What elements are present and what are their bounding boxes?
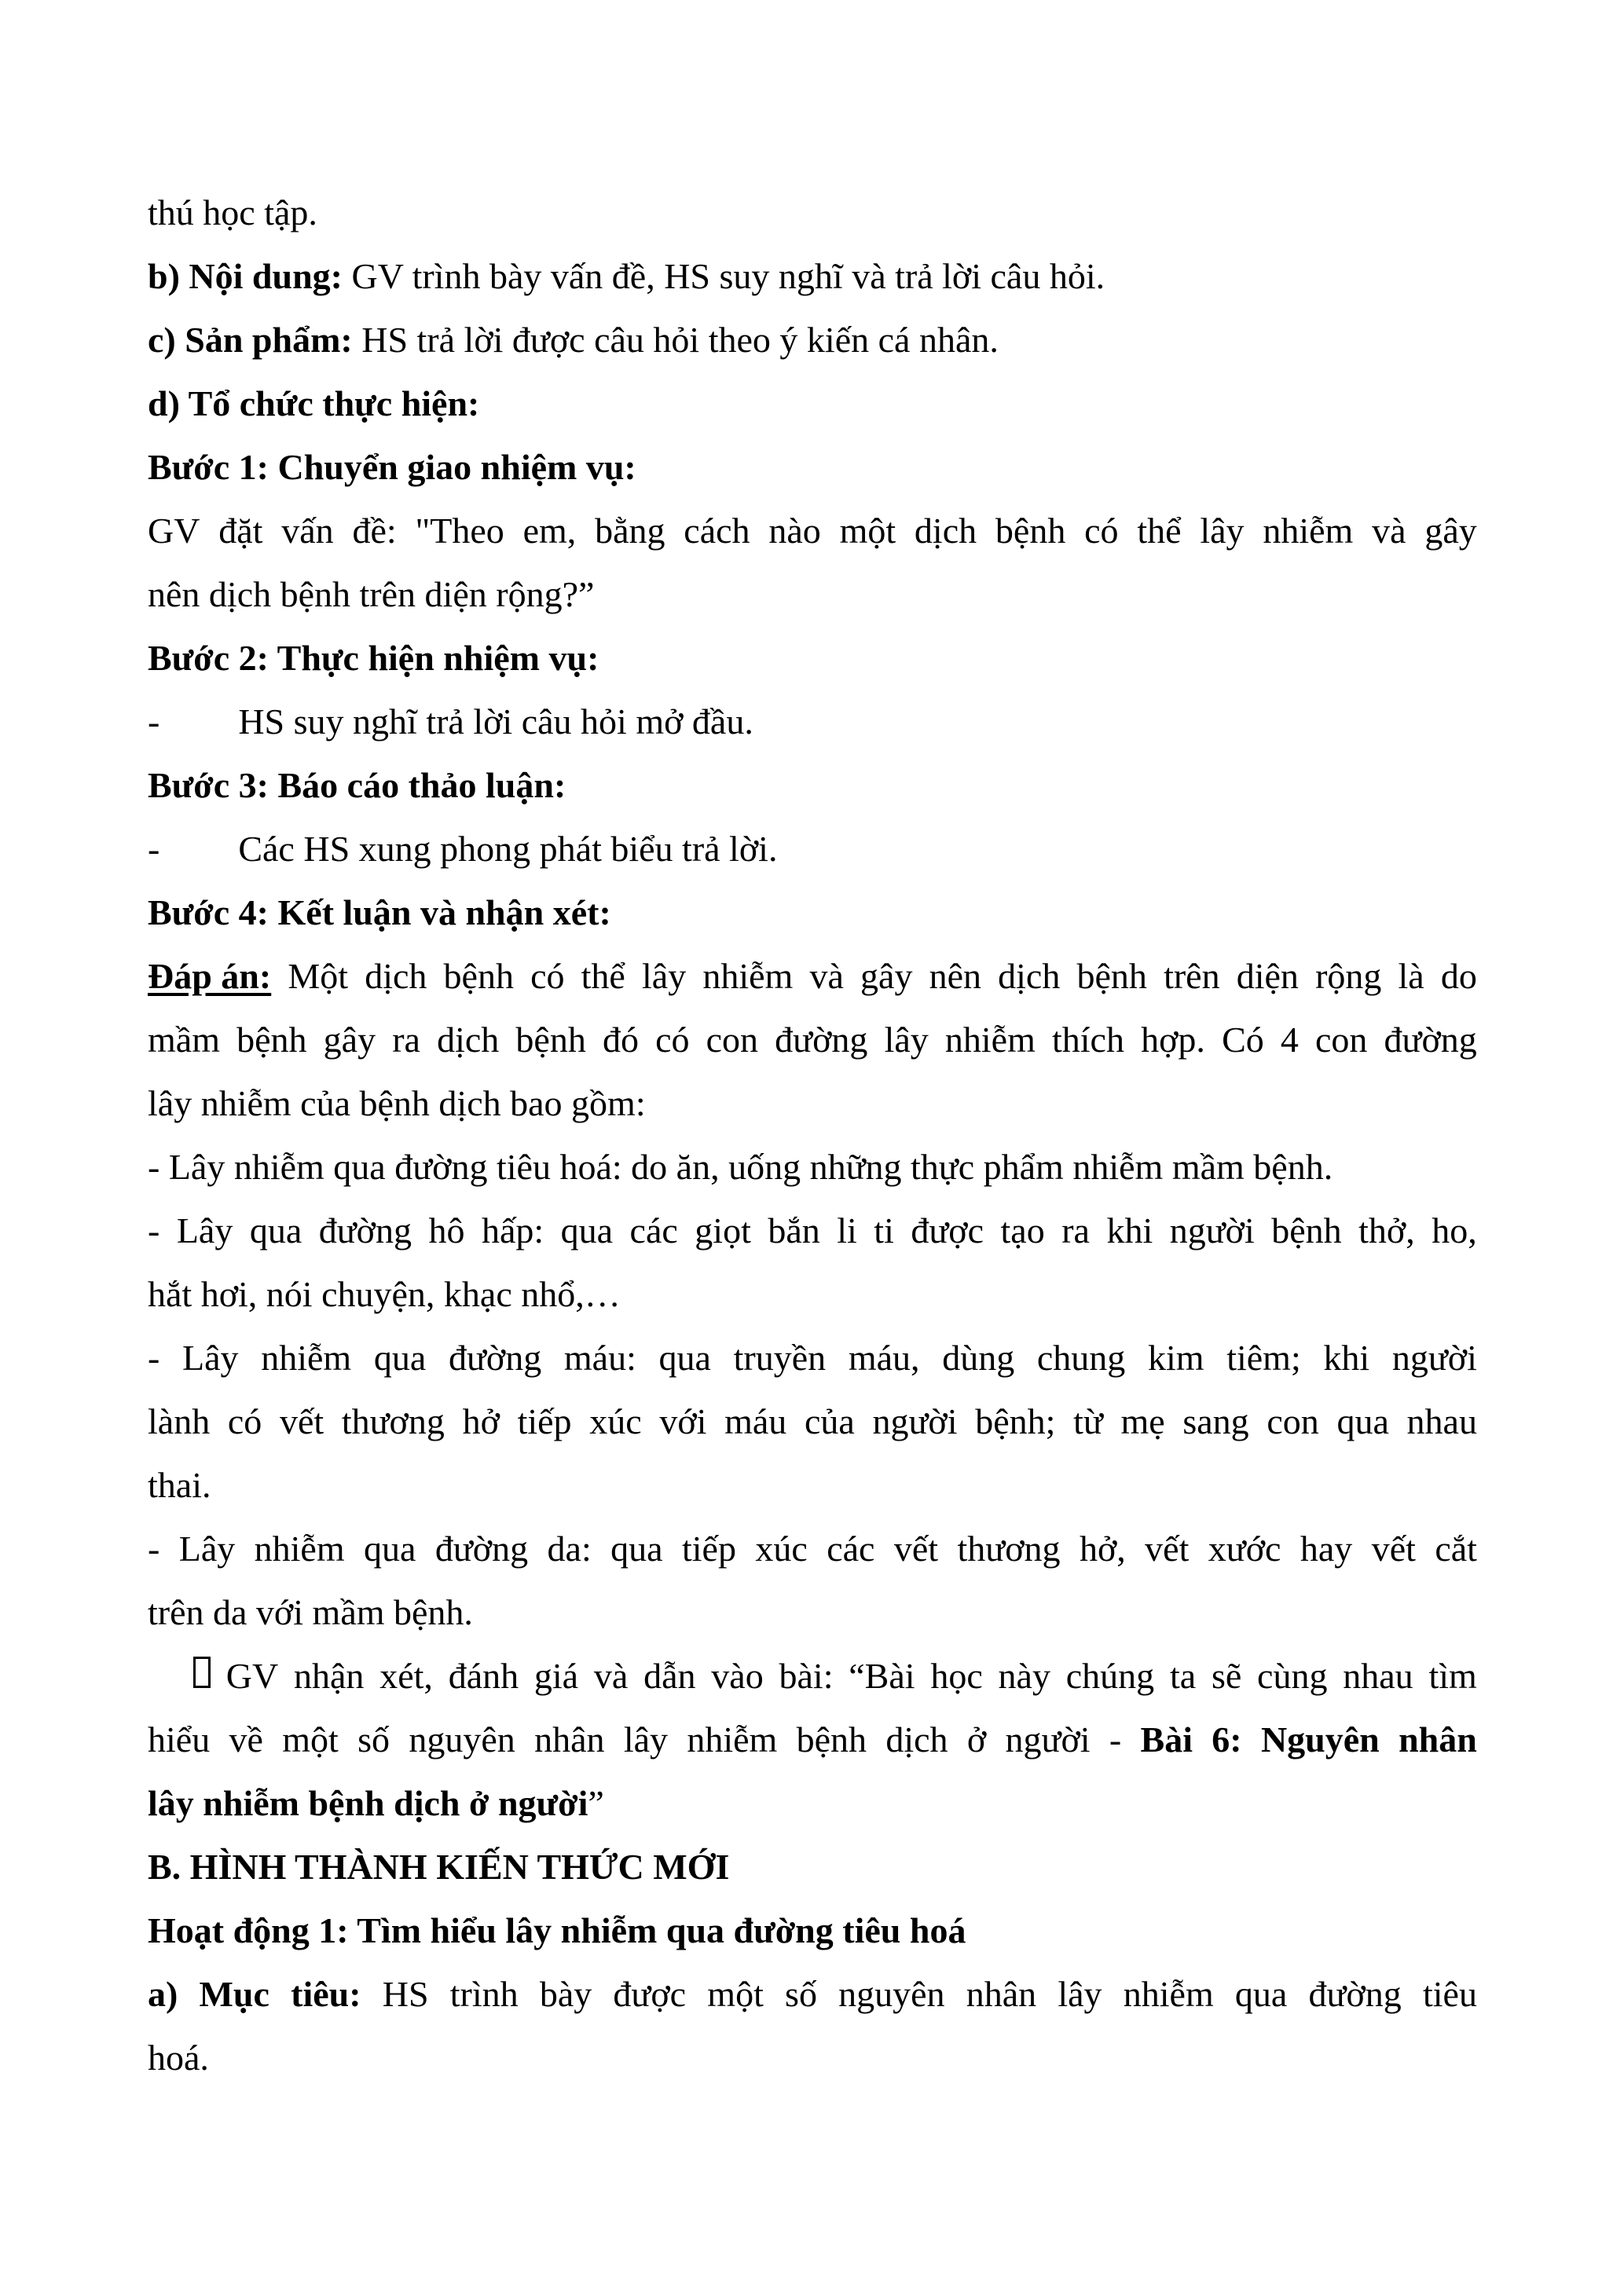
word: bệnh: [515, 1020, 586, 1060]
word: qua: [560, 1210, 614, 1251]
text-segment: Bước 2: Thực hiện nhiệm vụ:: [148, 638, 599, 678]
text-segment: - Lây nhiễm qua đường tiêu hoá: do ăn, uống những thực phẩm nhiễm mầm bệnh.: [148, 1147, 1333, 1187]
word: người: [872, 1401, 958, 1441]
word: đánh: [448, 1656, 519, 1696]
word: vấn: [281, 511, 334, 551]
word: lây: [642, 956, 687, 996]
word: tiêm;: [1226, 1338, 1301, 1378]
word: ra: [392, 1020, 420, 1060]
word: bệnh: [796, 1719, 867, 1760]
word: đường: [1384, 1020, 1477, 1060]
text-line: [148, 308, 1477, 372]
text-segment: Bước 3: Báo cáo thảo luận:: [148, 765, 566, 805]
word: dịch: [437, 1020, 500, 1060]
word: Lây: [176, 1210, 233, 1251]
word: tiêu: [1422, 1974, 1477, 2014]
word: dịch: [885, 1719, 948, 1760]
word: gây: [1424, 511, 1477, 551]
word: hô: [428, 1210, 465, 1251]
word: học: [930, 1656, 983, 1696]
word: có: [1084, 511, 1119, 551]
word: với: [659, 1401, 707, 1441]
text-line: [148, 944, 1477, 1008]
word: lây: [1058, 1974, 1102, 2014]
word: nhiễm: [254, 1529, 345, 1569]
word: lành: [148, 1401, 211, 1441]
word: "Theo: [415, 511, 504, 551]
word: vết: [1371, 1529, 1416, 1569]
word: lây: [623, 1719, 669, 1760]
word: dẫn: [643, 1656, 696, 1696]
word: máu,: [848, 1338, 920, 1378]
word: các: [629, 1210, 678, 1251]
word: và: [1372, 511, 1406, 551]
word: một: [839, 511, 896, 551]
word: em,: [522, 511, 577, 551]
word: nguyên: [409, 1719, 515, 1760]
text-line: [148, 562, 1477, 626]
word: nguyên: [838, 1974, 945, 2014]
word: có: [530, 956, 565, 996]
word: hấp:: [481, 1210, 544, 1251]
word: -: [148, 1529, 160, 1569]
word: dịch: [998, 956, 1061, 996]
text-segment: hoá.: [148, 2038, 209, 2078]
word: đặt: [218, 511, 263, 551]
text-segment: hắt hơi, nói chuyện, khạc nhổ,…: [148, 1274, 621, 1314]
word: cùng: [1257, 1656, 1328, 1696]
word: một: [707, 1974, 764, 2014]
word: GV: [225, 1656, 279, 1696]
word: lây: [1200, 511, 1245, 551]
word: có: [655, 1020, 690, 1060]
word: mẹ: [1120, 1401, 1165, 1441]
word: -: [148, 1338, 160, 1378]
text-line: [148, 2026, 1477, 2089]
word: bằng: [595, 511, 665, 551]
word: qua: [373, 1338, 427, 1378]
word: Nguyên: [1260, 1719, 1380, 1760]
word: và: [809, 956, 844, 996]
word: lây: [884, 1020, 929, 1060]
word: con: [706, 1020, 759, 1060]
word: trên: [1164, 956, 1220, 996]
word: là: [1398, 956, 1424, 996]
text-line: [148, 1390, 1477, 1453]
word: dịch: [365, 956, 427, 996]
word: nhau: [1343, 1656, 1413, 1696]
word: đường: [448, 1338, 542, 1378]
word: xúc: [589, 1401, 642, 1441]
word: Một: [288, 956, 349, 996]
text-line: [148, 1899, 1477, 1962]
word: nhiễm: [687, 1719, 778, 1760]
word: truyền: [733, 1338, 827, 1378]
word: qua: [658, 1338, 711, 1378]
word: sẽ: [1211, 1656, 1242, 1696]
word: thương: [957, 1529, 1061, 1569]
text-segment: HS suy nghĩ trả lời câu hỏi mở đầu.: [238, 701, 753, 742]
text-line: [148, 1008, 1477, 1071]
text-line: [148, 1771, 1477, 1835]
word: thể: [1137, 511, 1182, 551]
word: hay: [1300, 1529, 1353, 1569]
word: do: [1440, 956, 1477, 996]
word: ở: [966, 1719, 987, 1760]
word: hiểu: [148, 1719, 211, 1760]
word: của: [804, 1401, 855, 1441]
word: dùng: [942, 1338, 1015, 1378]
word: được: [911, 1210, 984, 1251]
text-segment: thú học tập.: [148, 192, 317, 233]
word: “Bài: [849, 1656, 915, 1696]
text-line: [148, 244, 1477, 308]
word: 4: [1280, 1020, 1299, 1060]
word: Bài: [1140, 1719, 1193, 1760]
word: Có: [1222, 1020, 1264, 1060]
text-line: [148, 753, 1477, 817]
text-line: [148, 1199, 1477, 1262]
word: qua: [1234, 1974, 1288, 2014]
word: bệnh: [1076, 956, 1147, 996]
word: rộng: [1315, 956, 1382, 996]
word: con: [1315, 1020, 1368, 1060]
text-segment: lây nhiễm bệnh dịch ở người: [148, 1783, 588, 1823]
word: hở,: [1079, 1529, 1126, 1569]
word: người: [1391, 1338, 1477, 1378]
text-line: [148, 881, 1477, 944]
text-line: [148, 1135, 1477, 1199]
text-line: [148, 1835, 1477, 1899]
word: xét,: [379, 1656, 433, 1696]
word: và: [593, 1656, 629, 1696]
text-line: [148, 181, 1477, 244]
text-segment: d) Tổ chức thực hiện:: [148, 383, 480, 423]
word: 6:: [1212, 1719, 1242, 1760]
text-line: [148, 1517, 1477, 1580]
word: bệnh: [236, 1020, 307, 1060]
word: có: [227, 1401, 262, 1441]
word: số: [785, 1974, 817, 2014]
word: nhiễm: [944, 1020, 1036, 1060]
text-segment: Hoạt động 1: Tìm hiểu lây nhiễm qua đường tiêu hoá: [148, 1910, 966, 1950]
text-segment: B. HÌNH THÀNH KIẾN THỨC MỚI: [148, 1847, 730, 1887]
word: da:: [547, 1529, 592, 1569]
word: hợp.: [1141, 1020, 1205, 1060]
word: này: [998, 1656, 1050, 1696]
missing-glyph-box-icon: [193, 1657, 211, 1688]
word: thở,: [1358, 1210, 1415, 1251]
word: đường: [775, 1020, 868, 1060]
text-segment: ”: [588, 1783, 604, 1823]
word: người: [1169, 1210, 1255, 1251]
word: giá: [533, 1656, 579, 1696]
word: đó: [602, 1020, 639, 1060]
word: qua: [249, 1210, 302, 1251]
word: tìm: [1428, 1656, 1477, 1696]
word: mầm: [148, 1020, 220, 1060]
word: chung: [1036, 1338, 1126, 1378]
text-segment: lây nhiễm của bệnh dịch bao gồm:: [148, 1083, 646, 1123]
word: bệnh: [1271, 1210, 1342, 1251]
text-segment: Đáp án:: [148, 956, 272, 996]
text-line: [148, 1262, 1477, 1326]
word: nhiễm: [261, 1338, 352, 1378]
word: HS: [382, 1974, 429, 2014]
word: kim: [1147, 1338, 1204, 1378]
word: ho,: [1432, 1210, 1477, 1251]
text-segment: Bước 4: Kết luận và nhận xét:: [148, 892, 611, 932]
word: bài:: [779, 1656, 834, 1696]
word: Mục: [199, 1974, 269, 2014]
word: khi: [1106, 1210, 1153, 1251]
word: về: [229, 1719, 263, 1760]
word: được: [613, 1974, 687, 2014]
word: thích: [1052, 1020, 1124, 1060]
text-line: [148, 1708, 1477, 1771]
word: thể: [581, 956, 625, 996]
text-line: [148, 435, 1477, 499]
word: bệnh: [995, 511, 1066, 551]
word: nào: [768, 511, 821, 551]
word: đường: [318, 1210, 412, 1251]
text-segment: Các HS xung phong phát biểu trả lời.: [238, 829, 778, 869]
word: thương: [341, 1401, 445, 1441]
word: cắt: [1435, 1529, 1477, 1569]
word: trình: [449, 1974, 519, 2014]
text-segment: GV trình bày vấn đề, HS suy nghĩ và trả lời câu hỏi.: [351, 256, 1105, 296]
word: nhiễm: [1123, 1974, 1214, 2014]
text-line: [148, 1644, 1477, 1708]
word: ti: [874, 1210, 894, 1251]
word: li: [837, 1210, 857, 1251]
document-text-block: [148, 181, 1477, 2089]
text-segment: c) Sản phẩm:: [148, 320, 362, 360]
text-segment: HS trả lời được câu hỏi theo ý kiến cá nhân.: [361, 320, 999, 360]
word: nhiễm: [702, 956, 794, 996]
word: máu: [724, 1401, 787, 1441]
text-segment: -: [148, 829, 160, 869]
text-line: [148, 1071, 1477, 1135]
word: vào: [711, 1656, 764, 1696]
word: người: [1005, 1719, 1091, 1760]
word: gây: [323, 1020, 376, 1060]
word: -: [1109, 1719, 1122, 1760]
word: chúng: [1065, 1656, 1155, 1696]
text-line: [148, 1962, 1477, 2026]
text-segment: nên dịch bệnh trên diện rộng?”: [148, 574, 595, 614]
text-segment: trên da với mầm bệnh.: [148, 1592, 473, 1632]
word: xước: [1208, 1529, 1281, 1569]
word: qua: [1336, 1401, 1389, 1441]
word: nhận: [294, 1656, 365, 1696]
word: bệnh;: [975, 1401, 1056, 1441]
word: Lây: [182, 1338, 239, 1378]
word: một: [282, 1719, 339, 1760]
word: GV: [148, 511, 200, 551]
text-line: [148, 690, 1477, 753]
word: nhiễm: [1263, 511, 1354, 551]
text-segment: b) Nội dung:: [148, 256, 352, 296]
word: qua: [610, 1529, 663, 1569]
word: đường: [434, 1529, 529, 1569]
word: khi: [1323, 1338, 1370, 1378]
word: xúc: [755, 1529, 808, 1569]
text-segment: Bước 1: Chuyển giao nhiệm vụ:: [148, 447, 636, 487]
word: đề:: [352, 511, 397, 551]
word: Lây: [178, 1529, 236, 1569]
word: a): [148, 1974, 178, 2014]
word: vết: [1145, 1529, 1190, 1569]
text-line: [148, 1326, 1477, 1390]
word: diện: [1236, 956, 1299, 996]
word: số: [357, 1719, 390, 1760]
word: nhau: [1406, 1401, 1477, 1441]
text-line: [148, 817, 1477, 881]
text-line: [148, 1453, 1477, 1517]
word: tạo: [1000, 1210, 1045, 1251]
text-segment: -: [148, 701, 160, 742]
text-line: [148, 372, 1477, 435]
word: vết: [893, 1529, 939, 1569]
word: vết: [279, 1401, 324, 1441]
text-segment: thai.: [148, 1465, 211, 1505]
text-line: [148, 1580, 1477, 1644]
word: nên: [929, 956, 982, 996]
text-line: [148, 499, 1477, 562]
text-line: [148, 626, 1477, 690]
word: ta: [1169, 1656, 1197, 1696]
word: bắn: [768, 1210, 820, 1251]
word: bệnh: [443, 956, 514, 996]
word: nhân: [534, 1719, 605, 1760]
word: tiêu:: [291, 1974, 361, 2014]
word: hở: [462, 1401, 500, 1441]
word: máu:: [563, 1338, 636, 1378]
word: đường: [1308, 1974, 1402, 2014]
word: con: [1267, 1401, 1319, 1441]
word: giọt: [695, 1210, 751, 1251]
word: cách: [684, 511, 750, 551]
word: các: [827, 1529, 875, 1569]
word: dịch: [914, 511, 977, 551]
word: ra: [1061, 1210, 1090, 1251]
word: nhân: [966, 1974, 1037, 2014]
word: nhân: [1399, 1719, 1477, 1760]
word: tiếp: [681, 1529, 736, 1569]
word: tiếp: [517, 1401, 572, 1441]
word: từ: [1073, 1401, 1103, 1441]
word: sang: [1182, 1401, 1249, 1441]
word: gây: [860, 956, 913, 996]
word: qua: [364, 1529, 416, 1569]
word: -: [148, 1210, 160, 1251]
word: bày: [539, 1974, 592, 2014]
